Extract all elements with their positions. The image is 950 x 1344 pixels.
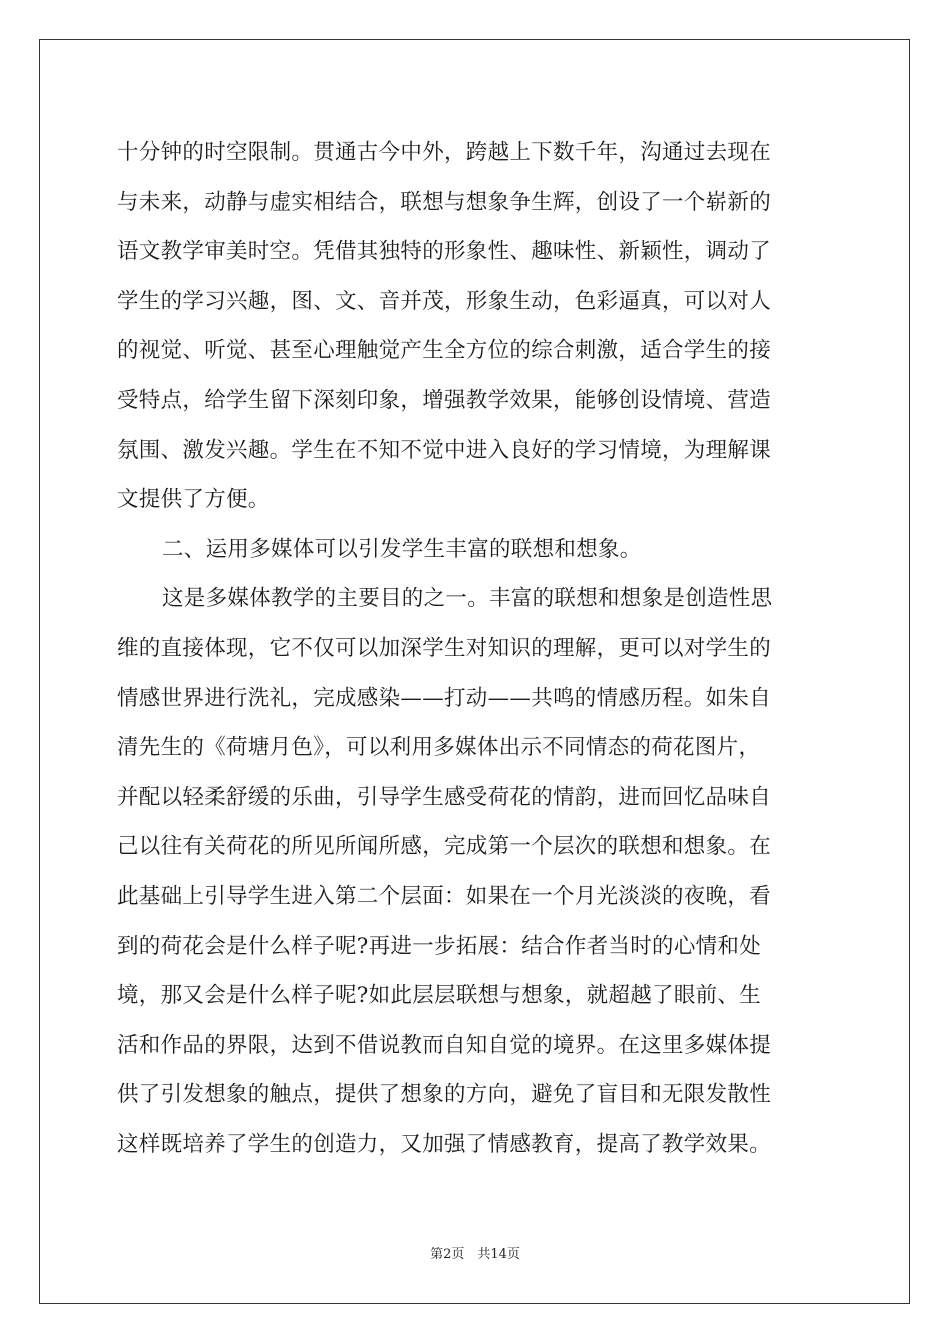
text-line: 活和作品的界限，达到不借说教而自知自觉的境界。在这里多媒体提: [117, 1032, 772, 1058]
text-line: 己以往有关荷花的所见所闻所感，完成第一个层次的联想和想象。在: [117, 834, 772, 860]
text-line: 学生的学习兴趣，图、文、音并茂，形象生动，色彩逼真，可以对人: [117, 288, 772, 314]
text-line: 供了引发想象的触点，提供了想象的方向，避免了盲目和无限发散性: [117, 1082, 772, 1108]
text-line: 维的直接体现，它不仅可以加深学生对知识的理解，更可以对学生的: [117, 635, 772, 661]
text-line: 十分钟的时空限制。贯通古今中外，跨越上下数千年，沟通过去现在: [117, 140, 772, 165]
document-body: [117, 128, 833, 1169]
text-line: 语文教学审美时空。凭借其独特的形象性、趣味性、新颖性，调动了: [117, 239, 772, 265]
text-line: 文提供了方便。: [117, 487, 270, 513]
text-line: 的视觉、听觉、甚至心理触觉产生全方位的综合刺激，适合学生的接: [117, 338, 772, 364]
paragraph: [117, 525, 833, 575]
text-line: 并配以轻柔舒缓的乐曲，引导学生感受荷花的情韵，进而回忆品味自: [117, 784, 772, 810]
text-line: 境，那又会是什么样子呢?如此层层联想与想象，就超越了眼前、生: [117, 983, 762, 1009]
text-line: 这样既培养了学生的创造力，又加强了情感教育，提高了教学效果。: [117, 1131, 772, 1157]
text-line: 与未来，动静与虚实相结合，联想与想象争生辉，创设了一个崭新的: [117, 189, 772, 215]
text-line: 此基础上引导学生进入第二个层面：如果在一个月光淡淡的夜晚，看: [117, 883, 772, 909]
text-line: 情感世界进行洗礼，完成感染——打动——共鸣的情感历程。如朱自: [117, 685, 772, 711]
text-line: 这是多媒体教学的主要目的之一。丰富的联想和想象是创造性思: [162, 586, 773, 612]
page-number-footer: 第2页 共14页: [430, 1247, 520, 1262]
text-line: 清先生的《荷塘月色》，可以利用多媒体出示不同情态的荷花图片，: [117, 735, 761, 761]
text-line: 氛围、激发兴趣。学生在不知不觉中进入良好的学习情境，为理解课: [117, 437, 772, 463]
paragraph: [117, 574, 833, 1169]
text-line: 到的荷花会是什么样子呢?再进一步拓展：结合作者当时的心情和处: [117, 933, 762, 959]
text-line: 二、运用多媒体可以引发学生丰富的联想和想象。: [162, 536, 642, 562]
text-line: 受特点，给学生留下深刻印象，增强教学效果，能够创设情境、营造: [117, 387, 772, 413]
paragraph: [117, 128, 833, 525]
